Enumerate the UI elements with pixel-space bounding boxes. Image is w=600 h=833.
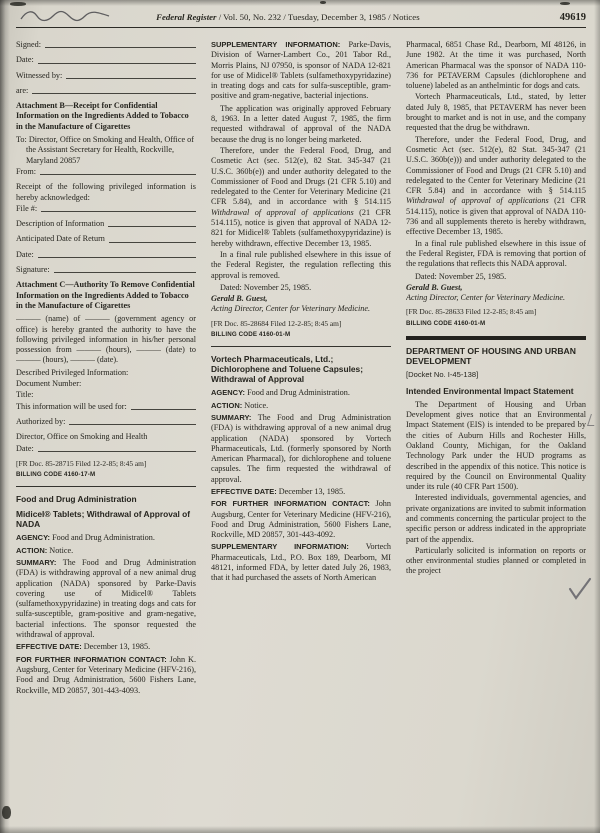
- summary-paragraph: [16, 558, 196, 640]
- billing-code: BILLING CODE 4160-17-M: [16, 471, 96, 479]
- therefore-paragraph: [211, 146, 391, 249]
- therefore-italic: Withdrawal of approval of applications: [211, 207, 354, 217]
- dated-line: Dated: November 25, 1985.: [220, 282, 312, 292]
- summary-paragraph: [211, 413, 391, 485]
- form-field-from: [16, 167, 196, 177]
- supplementary-label: SUPPLEMENTARY INFORMATION:: [211, 40, 341, 49]
- billing-code: BILLING CODE 4160-01-M: [406, 319, 486, 327]
- department-divider-bar: [406, 336, 586, 340]
- document-number-label: Document Number:: [16, 379, 82, 389]
- action-line: [211, 401, 391, 411]
- supplementary-label-2: SUPPLEMENTARY INFORMATION:: [211, 542, 349, 552]
- blank-line: [108, 221, 196, 227]
- blank-line: [109, 237, 196, 243]
- supplementary-paragraph-2: [211, 542, 391, 583]
- pen-checkmark: [568, 576, 592, 602]
- hud-department-heading: DEPARTMENT OF HOUSING AND URBAN DEVELOPMENT: [406, 346, 576, 367]
- agency-line: [16, 533, 196, 543]
- page-number: 49619: [559, 12, 586, 23]
- column-middle: [211, 40, 391, 827]
- summary-label: SUMMARY:: [16, 557, 57, 567]
- signer-title: Acting Director, Center for Veterinary Medicine.: [211, 304, 371, 314]
- form-field-date-3: [16, 444, 196, 454]
- therefore-post: (21 CFR 514.115), notice is given that approval of NADA 110-736 and all supplements thereto is hereby withdrawn, effective December 13, 1985.: [406, 196, 586, 237]
- continuation-paragraph: Pharmacal, 6851 Chase Rd., Dearborn, MI 48126, in June 1982. At the time it was purchased, North American Pharmacal was the sponsor of NADA 110-736 for PETAVERM Capsules (dichlorophene and toluene) labeled as an anthelmintic for dogs and cats.: [406, 40, 586, 91]
- form-field-date-2: [16, 250, 196, 260]
- interested-parties-paragraph: Interested individuals, governmental agencies, and private organizations are invited to submit information and comments concerning the particular project to the specific person or address indicated in the appropriate part of the appendix.: [406, 493, 586, 544]
- form-field-signature: [16, 265, 196, 275]
- therefore-paragraph: [406, 135, 586, 238]
- therefore-pre: Therefore, under the Federal Food, Drug, and Cosmetic Act (sec. 512(e), 82 Stat. 345-347 (21 U.S.C. 360b(e)) and under authority delegated to the Commissioner of Food and Drugs (21 CFR 5.10) and redelegated to the Center for Veterinary Medicine (21 CFR 5.84), and in accordance with § 514.115: [211, 145, 391, 207]
- column-right: [406, 40, 586, 827]
- form-field-signed: [16, 40, 196, 50]
- blank-line: [38, 252, 196, 258]
- form-label-date-2: Date:: [16, 249, 34, 259]
- form-label-authorized-by: Authorized by:: [16, 416, 66, 426]
- scan-edge-shadow-left: [0, 0, 10, 833]
- form-label-are: are:: [16, 85, 29, 95]
- form-field-used-for: [16, 402, 196, 412]
- action-value: Notice.: [49, 545, 74, 555]
- final-rule-paragraph: In a final rule published elsewhere in this issue of the Federal Register, the regulation reflecting this approval is removed.: [211, 249, 391, 280]
- form-label-anticipated-return: Anticipated Date of Return: [16, 234, 105, 244]
- blank-line: [131, 404, 196, 410]
- scan-speck: [2, 806, 11, 819]
- vortech-notice-heading: Vortech Pharmaceuticals, Ltd.; Dichlorophene and Toluene Capsules; Withdrawal of Approval: [211, 354, 364, 385]
- billing-code: BILLING CODE 4160-01-M: [211, 331, 291, 339]
- column-left: [16, 40, 196, 827]
- agency-value: Food and Drug Administration.: [52, 533, 155, 543]
- receipt-statement: Receipt of the following privileged information is hereby acknowledged:: [16, 182, 196, 202]
- to-address-block: To: Director, Office on Smoking and Health, Office of the Assistant Secretary for Health, Rockville, Maryland 20857: [16, 135, 194, 165]
- blank-line: [38, 58, 196, 64]
- dated-line: Dated: November 25, 1985.: [415, 271, 507, 281]
- form-label-signed: Signed:: [16, 40, 42, 49]
- contact-label: FOR FURTHER INFORMATION CONTACT:: [16, 654, 167, 664]
- form-label-file-number: File #:: [16, 203, 38, 213]
- running-head: [156, 12, 420, 22]
- form-label-signature: Signature:: [16, 265, 50, 275]
- therefore-pre: Therefore, under the Federal Food, Drug, and Cosmetic Act (sec. 512(e), 82 Stat. 345-347 (21 U.S.C. 360b(e))) and under authority delegated to the Commissioner of Food and Drugs (21 CFR 5.10) and redelegated to the Center for Veterinary Medicine (21 CFR 5.84) and in accordance with § 514.115: [406, 134, 586, 196]
- journal-title: Federal Register: [156, 12, 217, 22]
- blank-line: [40, 169, 196, 175]
- described-info-label: Described Privileged Information:: [16, 367, 129, 377]
- form-label-witnessed-by: Witnessed by:: [16, 70, 63, 80]
- form-field-are: [16, 86, 196, 96]
- form-field-date: [16, 55, 196, 65]
- form-field-description: [16, 219, 196, 229]
- blank-line: [54, 267, 196, 273]
- three-column-body: [16, 40, 586, 827]
- blank-line: [69, 419, 196, 425]
- action-line: [16, 546, 196, 556]
- effective-date-label: EFFECTIVE DATE:: [16, 642, 82, 652]
- form-label-date-3: Date:: [16, 443, 34, 453]
- effective-date-line: [211, 487, 391, 497]
- fda-agency-heading: Food and Drug Administration: [16, 494, 137, 505]
- scan-edge-shadow-bottom: [0, 826, 600, 833]
- contact-text: John K. Augsburg, Center for Veterinary Medicine (HFV-216), Food and Drug Administration, 5600 Fishers Lane, Rockville, MD 20857, 301-443-4093.: [16, 654, 196, 695]
- action-label: ACTION:: [211, 400, 243, 410]
- fr-doc-line: [FR Doc. 85-28715 Filed 12-2-85; 8:45 am]: [16, 458, 147, 468]
- contact-paragraph: [211, 499, 391, 540]
- scan-speck: [320, 1, 326, 4]
- solicited-info-paragraph: Particularly solicited is information on reports or other environmental studies planned or completed in the project: [406, 545, 586, 576]
- contact-text: John Augsburg, Center for Veterinary Medicine (HFV-216), Food and Drug Administration, 5600 Fishers Lane, Rockville, MD 20857, 301-443-4092.: [211, 499, 391, 540]
- attachment-b-heading: Attachment B—Receipt for Confidential Information on the Ingredients Added to Tobacco in the Manufacture of Cigarettes: [16, 101, 189, 131]
- form-field-file-number: [16, 204, 196, 214]
- eis-notice-heading: Intended Environmental Impact Statement: [406, 385, 574, 396]
- vortech-letter-paragraph: Vortech Pharmaceuticals, Ltd., stated, by letter dated July 8, 1985, that PETAVERM has never been brought to market and is not in use, and the company requested that the drug be withdrawn.: [406, 92, 586, 133]
- scan-edge-shadow-top: [0, 0, 600, 6]
- effective-date-line: [16, 642, 196, 652]
- summary-text: The Food and Drug Administration (FDA) is withdrawing approval of a new animal drug application (NADA) sponsored by Vortech Pharmaceuticals, Ltd. (formerly sponsored by North American Pharmacal), for dichlorophene and toluene capsules. The firm requested the withdrawal of approval.: [211, 412, 391, 484]
- form-field-authorized-by: [16, 417, 196, 427]
- hud-notice-paragraph: The Department of Housing and Urban Development gives notice that an Environmental Impact Statement (EIS) is intended to be prepared by the cities of Auburn Hills and Rochester Hills, Oakland County, Michigan, for the Oakland Technology Park under the HUD programs as described in the appendix of this notice. This notice is required by the Council on Environmental Quality under its rule (40 CFR Part 1500).: [406, 399, 586, 492]
- action-value: Notice.: [244, 400, 269, 410]
- contact-paragraph: [16, 655, 196, 696]
- summary-text: The Food and Drug Administration (FDA) is withdrawing approval of a new animal drug application (NADA) sponsored by Parke-Davis covering use of Midicel® Tablets (sulfamethoxypyridazine) in treating dogs and cats for sulfa-susceptible, gram-positive and gram-negative, bacterial infections. The sponsor requested the withdrawal of approval.: [16, 557, 196, 640]
- issue-citation: / Vol. 50, No. 232 / Tuesday, December 3, 1985 / Notices: [218, 12, 420, 22]
- form-field-anticipated-return: [16, 234, 196, 244]
- docket-number: [Docket No. I-45-138]: [406, 370, 479, 380]
- action-label: ACTION:: [16, 545, 48, 555]
- agency-value: Food and Drug Administration.: [247, 388, 350, 398]
- supplementary-paragraph: [211, 40, 391, 102]
- form-label-date: Date:: [16, 55, 34, 65]
- effective-date-label: EFFECTIVE DATE:: [211, 486, 277, 496]
- therefore-italic: Withdrawal of approval of applications: [406, 196, 549, 206]
- form-label-from: From:: [16, 166, 37, 176]
- midicel-notice-heading: Midicel® Tablets; Withdrawal of Approval of NADA: [16, 509, 191, 530]
- contact-label: FOR FURTHER INFORMATION CONTACT:: [211, 499, 370, 509]
- form-label-used-for: This information will be used for:: [16, 401, 127, 411]
- signer-title: Acting Director, Center for Veterinary Medicine.: [406, 293, 566, 303]
- agency-label: AGENCY:: [211, 388, 246, 398]
- fr-doc-line: [FR Doc. 85-28633 Filed 12-2-85; 8:45 am]: [406, 307, 537, 317]
- form-label-description: Description of Information: [16, 219, 105, 229]
- blank-line: [32, 88, 196, 94]
- scan-speck: [560, 2, 570, 5]
- director-office-line: Director, Office on Smoking and Health: [16, 432, 148, 442]
- authority-paragraph: ——— (name) of ——— (government agency or office) is hereby granted the authority to have the following privileged information in his/her personal possession from ——— (hours), ——— (date) to ——— (hours), ——— (date).: [16, 314, 196, 365]
- supplementary-text-2: Vortech Pharmaceuticals, Ltd., P.O. Box 189, Dearborn, MI 48121, informed FDA, by letter dated July 26, 1983, that it had purchased the assets of North American: [211, 542, 391, 583]
- effective-date-value: December 13, 1985.: [278, 486, 346, 496]
- scan-speck: [10, 2, 26, 6]
- signer-name: Gerald B. Guest,: [406, 282, 463, 292]
- supplementary-text: Parke-Davis, Division of Warner-Lambert Co., 201 Tabor Rd., Morris Plains, NJ 07950, is sponsor of NADA 12-821 for use of Midicel® Tablets (sulfamethoxypyridazine) in treating dogs and cats for sulfa-susceptible, gram-positive and gram-negative, bacterial injections.: [211, 40, 391, 101]
- therefore-post: (21 CFR 514.115), notice is given that approval of NADA 12-821 for Midicel® Tablets (sulfamethoxypyridazine) is hereby withdrawn, effective December 13, 1985.: [211, 207, 391, 248]
- handwritten-scribble: [18, 8, 113, 24]
- blank-line: [41, 206, 196, 212]
- blank-line: [66, 73, 196, 79]
- section-divider: [16, 486, 196, 487]
- form-field-witnessed-by: [16, 71, 196, 81]
- effective-date-value: December 13, 1985.: [83, 642, 151, 652]
- fr-doc-line: [FR Doc. 85-28684 Filed 12-2-85; 8:45 am]: [211, 318, 342, 328]
- attachment-c-heading: Attachment C—Authority To Remove Confidential Information on the Ingredients Added to Tobacco in the Manufacture of Cigarettes: [16, 280, 195, 310]
- blank-line: [38, 446, 196, 452]
- signer-name: Gerald B. Guest,: [211, 294, 268, 304]
- summary-label: SUMMARY:: [211, 412, 252, 422]
- agency-label: AGENCY:: [16, 533, 51, 543]
- blank-line: [45, 42, 196, 48]
- final-rule-paragraph: In a final rule published elsewhere in this issue of the Federal Register, FDA is removing that portion of the regulations that reflects this NADA approval.: [406, 238, 586, 269]
- agency-line: [211, 388, 391, 398]
- history-paragraph: The application was originally approved February 8, 1963. In a letter dated August 7, 1985, the firm requested withdrawal of approval of the NADA because the drug is no longer being marketed.: [211, 103, 391, 144]
- section-divider: [211, 346, 391, 347]
- title-label: Title:: [16, 390, 34, 400]
